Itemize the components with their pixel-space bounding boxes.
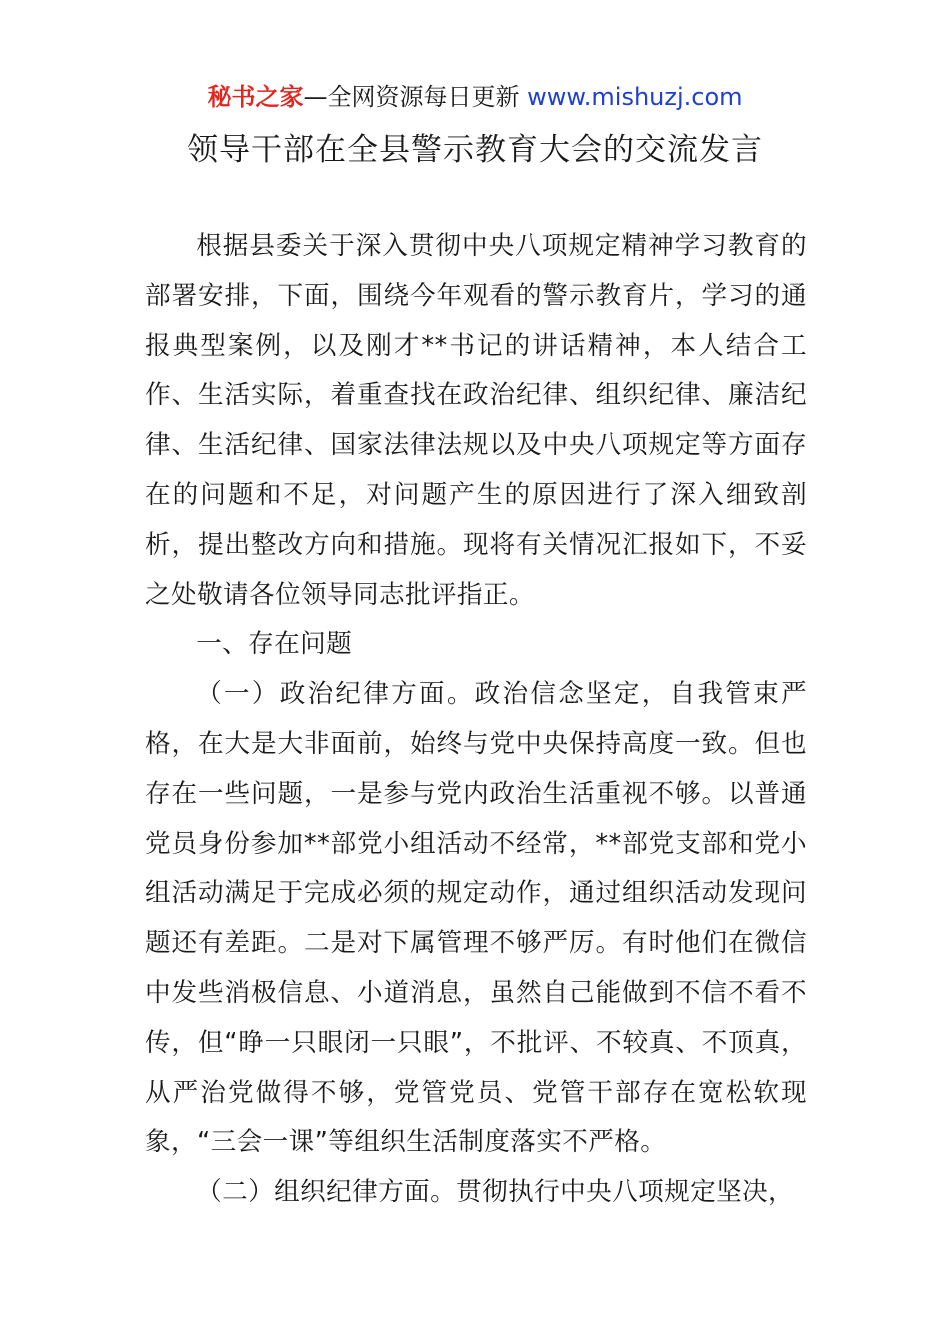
document-body [145, 222, 807, 1218]
brand-name: 秘书之家 [207, 83, 304, 111]
section-heading-problems: 一、存在问题 [196, 629, 353, 660]
political-discipline-paragraph: （一）政治纪律方面。政治信念坚定，自我管束严格，在大是大非面前，始终与党中央保持高度一致。但也存在一些问题，一是参与党内政治生活重视不够。以普通党员身份参加**部党小组活动不经常，**部党支部和党小组活动满足于完成必须的规定动作，通过组织活动发现问题还有差距。二是对下属管理不够严厉。有时他们在微信中发些消极信息、小道消息，虽然自己能做到不信不看不传，但“睁一只眼闭一只眼”，不批评、不较真、不顶真，从严治党做得不够，党管党员、党管干部存在宽松软现象，“三会一课”等组织生活制度落实不严格。 [145, 679, 807, 1158]
document-title: 领导干部在全县警示教育大会的交流发言 [187, 132, 763, 168]
intro-paragraph: 根据县委关于深入贯彻中央八项规定精神学习教育的部署安排，下面，围绕今年观看的警示教育片，学习的通报典型案例，以及刚才**书记的讲话精神，本人结合工作、生活实际，着重查找在政治纪律、组织纪律、廉洁纪律、生活纪律、国家法律法规以及中央八项规定等方面存在的问题和不足，对问题产生的原因进行了深入细致剖析，提出整改方向和措施。现将有关情况汇报如下，不妥之处敬请各位领导同志批评指正。 [145, 231, 807, 610]
site-url-link[interactable]: www.mishuzj.com [527, 83, 743, 111]
organizational-discipline-paragraph: （二）组织纪律方面。贯彻执行中央八项规定坚决， [196, 1177, 795, 1208]
site-header [0, 80, 950, 114]
header-slogan: —全网资源每日更新 [303, 83, 528, 111]
